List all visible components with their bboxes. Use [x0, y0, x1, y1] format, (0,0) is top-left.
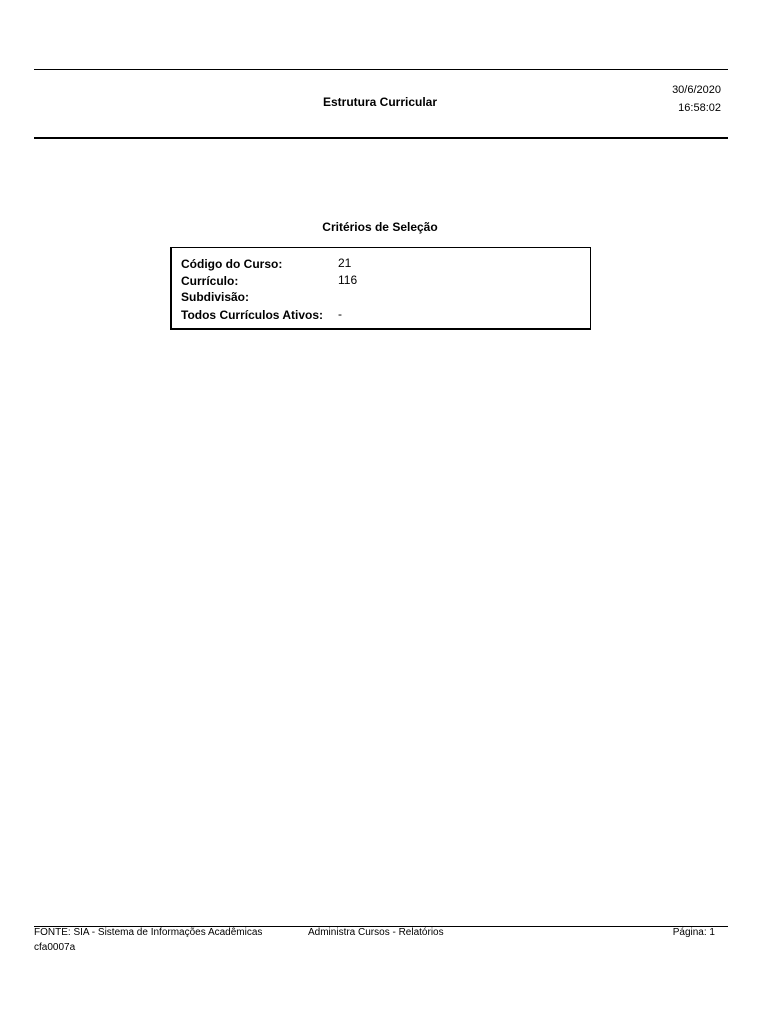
header-top-rule: [34, 69, 728, 70]
criteria-label-subdivision: Subdivisão:: [181, 290, 250, 304]
criteria-label-all-active: Todos Currículos Ativos:: [181, 308, 324, 322]
report-date: 30/6/2020: [672, 84, 721, 96]
footer-page-number: Página: 1: [672, 927, 715, 938]
criteria-label-course-code: Código do Curso:: [181, 257, 283, 271]
footer-report-code: cfa0007a: [34, 942, 76, 953]
report-time: 16:58:02: [678, 102, 721, 114]
criteria-value-all-active: -: [338, 307, 342, 321]
report-title: Estrutura Curricular: [322, 95, 438, 109]
criteria-value-curriculum: 116: [338, 273, 358, 287]
criteria-label-curriculum: Currículo:: [181, 274, 239, 288]
criteria-value-course-code: 21: [338, 256, 352, 270]
criteria-title: Critérios de Seleção: [322, 220, 438, 234]
footer-module: Administra Cursos - Relatórios: [308, 927, 444, 938]
criteria-box: [170, 247, 591, 330]
footer-source: FONTE: SIA - Sistema de Informações Acadêmicas: [34, 927, 263, 938]
header-bottom-rule: [34, 137, 728, 139]
